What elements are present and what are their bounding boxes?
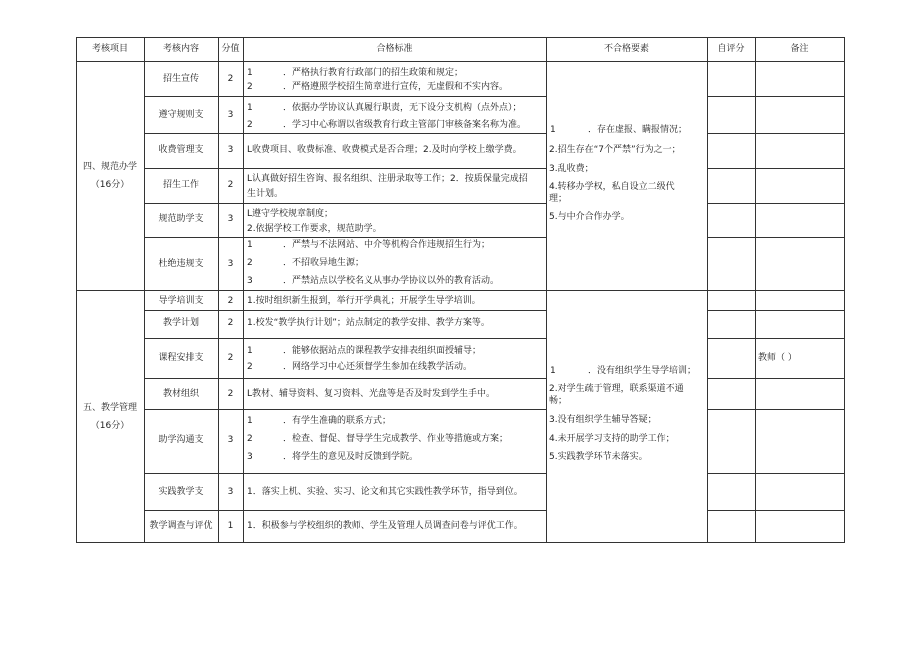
table-border-bottom	[76, 542, 845, 543]
content-cell: 收费管理支	[158, 145, 204, 155]
fail-item: ．没有组织学生导学培训；	[588, 366, 697, 376]
standard-num: 1	[247, 416, 253, 426]
header-score: 分值	[221, 44, 240, 54]
content-cell: 规范助学支	[158, 214, 204, 224]
content-cell: 教学调查与评优	[149, 521, 213, 531]
fail-item: 4.转移办学权，私自设立二级代	[549, 182, 675, 192]
header-self: 自评分	[717, 44, 745, 54]
standard-text: 1.校发“教学执行计划”；站点制定的教学安排、教学方案等。	[247, 318, 490, 328]
standard-num: 2	[247, 258, 253, 268]
row-line	[144, 510, 546, 511]
row-line	[707, 409, 845, 410]
header-content: 考核内容	[162, 44, 199, 54]
table-border-right	[844, 37, 845, 543]
row-line	[144, 168, 546, 169]
standard-text: ．将学生的意见及时反馈到学院。	[283, 452, 419, 462]
content-cell: 教学计划	[162, 318, 199, 328]
row-line	[707, 338, 845, 339]
row-line	[144, 237, 546, 238]
table-border-left	[76, 37, 77, 543]
standard-text: ．严禁与不法网站、中介等机构合作违规招生行为；	[283, 240, 491, 250]
fail-item: 3.没有组织学生辅导答疑；	[549, 415, 657, 425]
row-line	[144, 473, 546, 474]
standard-text: ．严格遵照学校招生简章进行宣传，无虚假和不实内容。	[283, 82, 509, 92]
note-cell: 教师（ ）	[758, 353, 797, 363]
content-cell: 导学培训支	[158, 296, 204, 306]
score-cell: 3	[227, 435, 234, 445]
fail-item: 畅；	[549, 396, 568, 406]
section-title: 四、规范办学	[82, 162, 137, 172]
standard-num: 1	[247, 103, 253, 113]
standard-text: L收费项目、收费标准、收费模式是否合理；2.及时向学校上缴学费。	[247, 145, 522, 155]
standard-num: 1	[247, 346, 253, 356]
row-line	[707, 133, 845, 134]
fail-num: 1	[550, 366, 556, 376]
row-line	[144, 96, 546, 97]
content-cell: 实践教学支	[158, 487, 204, 497]
header-item: 考核项目	[91, 44, 128, 54]
row-line	[144, 338, 546, 339]
row-line	[144, 133, 546, 134]
content-cell: 遵守规则支	[158, 110, 204, 120]
row-line	[707, 203, 845, 204]
standard-num: 3	[247, 276, 253, 286]
standard-text: 1．落实上机、实验、实习、论文和其它实践性教学环节，指导到位。	[247, 487, 523, 497]
standard-num: 2	[247, 434, 253, 444]
fail-item: 5.实践教学环节未落实。	[549, 452, 648, 462]
standard-text: ．依据办学协议认真履行职责，无下设分支机构（点外点）；	[283, 103, 522, 113]
standard-text: ．网络学习中心还须督学生参加在线教学活动。	[283, 362, 473, 372]
fail-item: 2.招生存在“7个严禁”行为之一；	[549, 145, 681, 155]
standard-num: 1	[247, 240, 253, 250]
section-points: （16分）	[90, 180, 130, 190]
fail-item: 4.未开展学习支持的助学工作；	[549, 434, 675, 444]
row-line	[144, 409, 546, 410]
col-divider-fail	[707, 37, 708, 543]
standard-text: ．严禁站点以学校名义从事办学协议以外的教育活动。	[283, 276, 500, 286]
table-border-top	[76, 37, 845, 38]
standard-num: 3	[247, 452, 253, 462]
header-note: 备注	[790, 44, 809, 54]
fail-item: 2.对学生疏于管理，联系渠道不通	[549, 384, 684, 394]
content-cell: 招生宣传	[162, 74, 199, 84]
section-divider	[76, 290, 845, 291]
standard-text: 1.按时组织新生报到，举行开学典礼；开展学生导学培训。	[247, 296, 481, 306]
standard-text: ．严格执行教育行政部门的招生政策和规定；	[283, 68, 464, 78]
content-cell: 课程安排支	[158, 353, 204, 363]
standard-text: L遵守学校规章制度；	[247, 209, 334, 219]
score-cell: 1	[227, 521, 234, 531]
row-line	[707, 510, 845, 511]
standard-text: ．能够依据站点的课程教学安排表组织面授辅导；	[283, 346, 482, 356]
col-divider-score	[243, 37, 244, 543]
fail-num: 1	[550, 125, 556, 135]
row-line	[707, 237, 845, 238]
header-standard: 合格标准	[376, 44, 413, 54]
standard-text: ．检查、督促、督导学生完成教学、作业等措施或方案；	[283, 434, 509, 444]
row-line	[144, 378, 546, 379]
score-cell: 3	[227, 145, 234, 155]
standard-text: 1．积极参与学校组织的教师、学生及管理人员调查问卷与评优工作。	[247, 521, 523, 531]
standard-text: 2.依据学校工作要求，规范助学。	[247, 224, 382, 234]
col-divider-self	[755, 37, 756, 543]
standard-num: 2	[247, 362, 253, 372]
score-cell: 2	[227, 318, 234, 328]
row-line	[707, 378, 845, 379]
content-cell: 杜绝违规支	[158, 259, 204, 269]
score-cell: 2	[227, 180, 234, 190]
standard-text: ．学习中心称谓以省级教育行政主管部门审核备案名称为准。	[283, 120, 527, 130]
standard-num: 2	[247, 82, 253, 92]
row-line	[707, 473, 845, 474]
header-divider	[76, 61, 845, 62]
row-line	[707, 310, 845, 311]
standard-text: L教材、辅导资料、复习资料、光盘等是否及时发到学生手中。	[247, 389, 496, 399]
content-cell: 招生工作	[162, 180, 199, 190]
section-title: 五、教学管理	[82, 403, 137, 413]
row-line	[144, 203, 546, 204]
fail-item: 5.与中介合作办学。	[549, 212, 630, 222]
row-line	[144, 310, 546, 311]
score-cell: 2	[227, 353, 234, 363]
row-line	[707, 96, 845, 97]
col-divider-standard	[546, 37, 547, 543]
score-cell: 2	[227, 389, 234, 399]
score-cell: 3	[227, 110, 234, 120]
score-cell: 3	[227, 214, 234, 224]
fail-item: 理；	[549, 194, 568, 204]
score-cell: 3	[227, 487, 234, 497]
content-cell: 教材组织	[162, 389, 199, 399]
standard-text: L认真做好招生咨询、报名组织、注册录取等工作；2．按质保量完成招	[247, 174, 528, 184]
score-cell: 2	[227, 296, 234, 306]
score-cell: 3	[227, 259, 234, 269]
header-fail: 不合格要素	[603, 44, 649, 54]
score-cell: 2	[227, 74, 234, 84]
fail-item: 3.乱收费；	[549, 164, 594, 174]
fail-item: ．存在虚报、瞒报情况；	[588, 125, 688, 135]
standard-text: ．不招收异地生源；	[283, 258, 365, 268]
standard-text: ．有学生准确的联系方式；	[283, 416, 392, 426]
section-points: （16分）	[90, 421, 130, 431]
standard-text: 生计划。	[247, 189, 284, 199]
standard-num: 2	[247, 120, 253, 130]
content-cell: 助学沟通支	[158, 435, 204, 445]
standard-num: 1	[247, 68, 253, 78]
row-line	[707, 168, 845, 169]
